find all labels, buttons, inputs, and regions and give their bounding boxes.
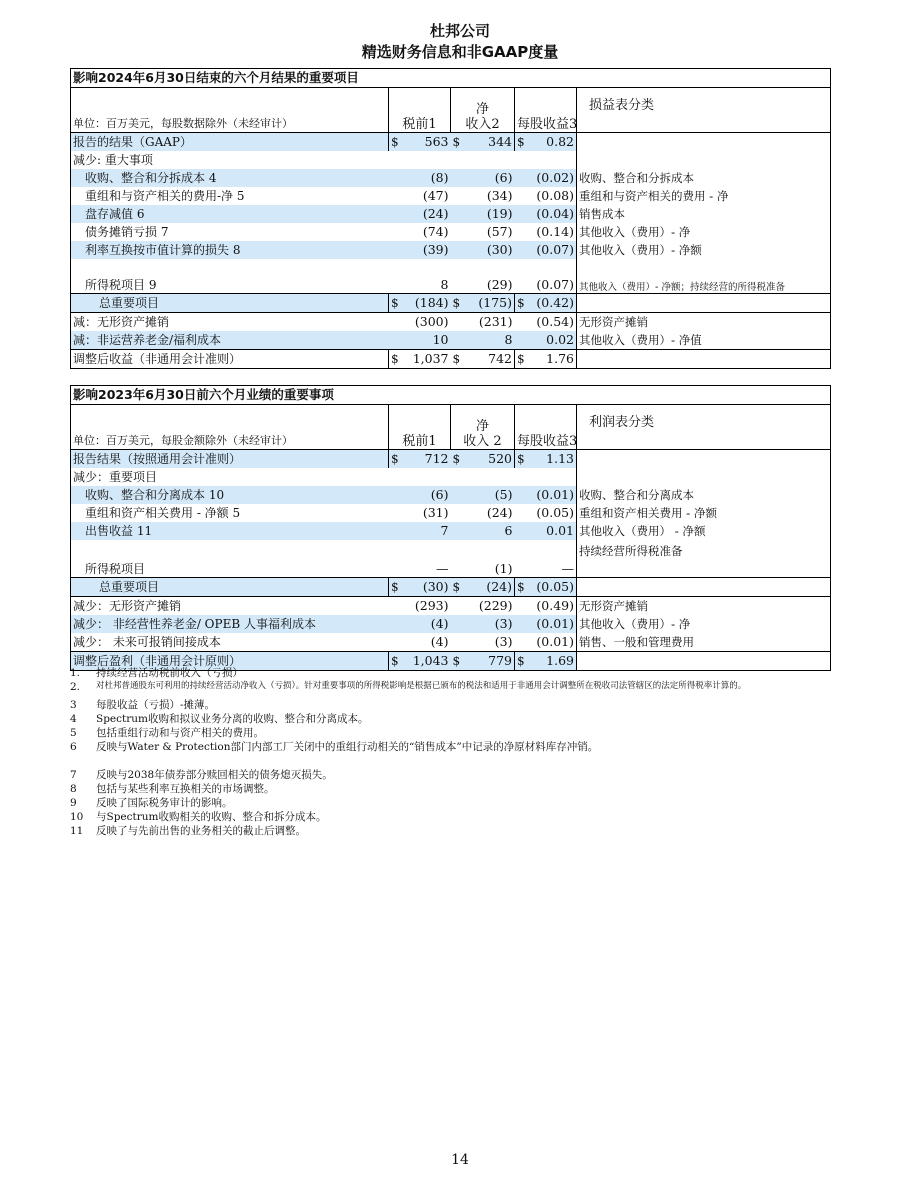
col-header-category: 损益表分类: [577, 88, 831, 133]
pretax-value: —: [403, 540, 451, 578]
category-text: 其他收入（费用）- 净额；持续经营的所得税准备: [577, 259, 831, 294]
row-label: 减：非运营养老金/福利成本: [71, 331, 389, 350]
eps-value: (0.08): [529, 187, 577, 205]
pretax-value: 7: [403, 522, 451, 540]
footnote: 3 每股收益（亏损）-摊薄。: [70, 699, 216, 711]
category-text: 无形资产摊销: [577, 597, 831, 616]
col-header-net: 净 收入2: [451, 88, 515, 133]
category-text: 其他收入（费用）- 净额: [577, 241, 831, 259]
net-value: (1): [465, 540, 515, 578]
net-value: (24): [465, 504, 515, 522]
net-value: 6: [465, 522, 515, 540]
net-value: (175): [465, 294, 515, 313]
eps-value: (0.42): [529, 294, 577, 313]
pretax-value: 8: [403, 259, 451, 294]
unit-label: 单位：百万美元，每股金额除外（未经审计）: [71, 405, 389, 450]
category-text: 重组和资产相关费用 - 净额: [577, 504, 831, 522]
row-label: 所得税项目: [71, 540, 389, 578]
category-text: 无形资产摊销: [577, 313, 831, 332]
dollar-sign: $: [389, 294, 403, 313]
col-header-category: 利润表分类: [577, 405, 831, 450]
net-value: 779: [465, 652, 515, 671]
dollar-sign: $: [515, 133, 529, 152]
row-label: 报告的结果（GAAP）: [71, 133, 389, 152]
col-header-net: 净 收入 2: [451, 405, 515, 450]
category-text: 收购、整合和分拆成本: [577, 169, 831, 187]
pretax-value: (184): [403, 294, 451, 313]
eps-value: 0.82: [529, 133, 577, 152]
row-label: 调整后收益（非通用会计准则）: [71, 350, 389, 369]
eps-value: 1.69: [529, 652, 577, 671]
footnote: 10 与Spectrum收购相关的收购、整合和拆分成本。: [70, 811, 327, 823]
pretax-value: (39): [403, 241, 451, 259]
net-value: (34): [465, 187, 515, 205]
col-header-eps: 每股收益3: [515, 405, 577, 450]
net-value: (30): [465, 241, 515, 259]
net-value: (24): [465, 578, 515, 597]
company-title: 杜邦公司: [429, 22, 490, 40]
eps-value: (0.07): [529, 241, 577, 259]
row-label: 减少：无形资产摊销: [71, 597, 389, 616]
row-label: 出售收益 11: [71, 522, 389, 540]
pretax-value: 1,037: [403, 350, 451, 369]
category-text: 销售、一般和管理费用: [577, 633, 831, 652]
eps-value: (0.14): [529, 223, 577, 241]
net-value: 742: [465, 350, 515, 369]
dollar-sign: $: [451, 294, 465, 313]
row-label: 所得税项目 9: [71, 259, 389, 294]
report-subtitle: 精选财务信息和非GAAP度量: [361, 43, 559, 61]
row-label: 减少：重要项目: [71, 468, 389, 486]
row-label: 减：无形资产摊销: [71, 313, 389, 332]
footnote: 6 反映与Water & Protection部门内部工厂关闭中的重组行动相关的“销售成本”中记录的净原材料库存冲销。: [70, 741, 599, 753]
dollar-sign: $: [515, 652, 529, 671]
category-text: 其他收入（费用）- 净: [577, 615, 831, 633]
row-label: 重组和与资产相关的费用-净 5: [71, 187, 389, 205]
pretax-value: (47): [403, 187, 451, 205]
dollar-sign: $: [451, 350, 465, 369]
footnote: 11 反映了与先前出售的业务相关的截止后调整。: [70, 825, 306, 837]
row-label: 收购、整合和分拆成本 4: [71, 169, 389, 187]
row-label: 收购、整合和分离成本 10: [71, 486, 389, 504]
eps-value: (0.01): [529, 615, 577, 633]
pretax-value: 10: [403, 331, 451, 350]
dollar-sign: $: [451, 652, 465, 671]
pretax-value: 712: [403, 450, 451, 469]
net-value: (19): [465, 205, 515, 223]
table-2024: [70, 68, 831, 369]
eps-value: 0.01: [529, 522, 577, 540]
dollar-sign: $: [515, 578, 529, 597]
pretax-value: (30): [403, 578, 451, 597]
row-label: 报告结果（按照通用会计准则）: [71, 450, 389, 469]
eps-value: (0.04): [529, 205, 577, 223]
category-text: 收购、整合和分离成本: [577, 486, 831, 504]
dollar-sign: $: [515, 350, 529, 369]
row-label: 减少： 未来可报销间接成本: [71, 633, 389, 652]
footnote: 2. 对杜邦普通股东可利用的持续经营活动净收入（亏损）。针对重要事项的所得税影响是根据已颁布的税法和适用于非通用会计调整所在税收司法管辖区的法定所得税率计算的。: [70, 681, 747, 693]
eps-value: 1.13: [529, 450, 577, 469]
row-label: 减少： 非经营性养老金/ OPEB 人事福利成本: [71, 615, 389, 633]
footnote: 8 包括与某些利率互换相关的市场调整。: [70, 783, 275, 795]
eps-value: 0.02: [529, 331, 577, 350]
footnote: 7 反映与2038年债券部分赎回相关的债务熄灭损失。: [70, 769, 333, 781]
pretax-value: (8): [403, 169, 451, 187]
net-value: (3): [465, 615, 515, 633]
dollar-sign: $: [389, 578, 403, 597]
pretax-value: 1,043: [403, 652, 451, 671]
col-header-pretax: 税前1: [389, 405, 451, 450]
dollar-sign: $: [515, 450, 529, 469]
eps-value: (0.05): [529, 578, 577, 597]
table-2023: [70, 385, 831, 671]
row-label: 总重要项目: [71, 294, 389, 313]
eps-value: (0.05): [529, 504, 577, 522]
pretax-value: (300): [403, 313, 451, 332]
category-text: 持续经营所得税准备: [577, 540, 831, 578]
eps-value: (0.01): [529, 633, 577, 652]
net-value: (3): [465, 633, 515, 652]
pretax-value: (4): [403, 615, 451, 633]
footnote: 1. 持续经营活动税前收入（亏损）: [70, 667, 243, 679]
dollar-sign: $: [451, 578, 465, 597]
row-label: 盘存减值 6: [71, 205, 389, 223]
footnote: 9 反映了国际税务审计的影响。: [70, 797, 233, 809]
category-text: 销售成本: [577, 205, 831, 223]
row-label: 调整后盈利（非通用会计原则）: [71, 652, 389, 671]
dollar-sign: $: [389, 450, 403, 469]
category-text: 其他收入（费用）- 净: [577, 223, 831, 241]
section-heading: 影响2024年6月30日结束的六个月结果的重要项目: [71, 69, 831, 88]
net-value: (57): [465, 223, 515, 241]
eps-value: (0.01): [529, 486, 577, 504]
pretax-value: (4): [403, 633, 451, 652]
eps-value: 1.76: [529, 350, 577, 369]
unit-label: 单位：百万美元，每股数据除外（未经审计）: [71, 88, 389, 133]
row-label: 减少: 重大事项: [71, 151, 389, 169]
pretax-value: (74): [403, 223, 451, 241]
eps-value: (0.49): [529, 597, 577, 616]
net-value: (231): [465, 313, 515, 332]
category-text: 重组和与资产相关的费用 - 净: [577, 187, 831, 205]
net-value: 520: [465, 450, 515, 469]
eps-value: (0.54): [529, 313, 577, 332]
footnote: 5 包括重组行动和与资产相关的费用。: [70, 727, 264, 739]
net-value: 344: [465, 133, 515, 152]
dollar-sign: $: [451, 133, 465, 152]
category-text: 其他收入（费用） - 净额: [577, 522, 831, 540]
net-value: 8: [465, 331, 515, 350]
eps-value: (0.07): [529, 259, 577, 294]
footnotes: [70, 666, 830, 838]
dollar-sign: $: [389, 350, 403, 369]
row-label: 债务摊销亏损 7: [71, 223, 389, 241]
net-value: (29): [465, 259, 515, 294]
eps-value: (0.02): [529, 169, 577, 187]
dollar-sign: $: [451, 450, 465, 469]
page-number: 14: [451, 1152, 469, 1168]
row-label: 重组和资产相关费用 - 净额 5: [71, 504, 389, 522]
row-label: 总重要项目: [71, 578, 389, 597]
col-header-pretax: 税前1: [389, 88, 451, 133]
pretax-value: (24): [403, 205, 451, 223]
dollar-sign: $: [515, 294, 529, 313]
pretax-value: (31): [403, 504, 451, 522]
footnote: 4 Spectrum收购和拟议业务分离的收购、整合和分离成本。: [70, 713, 369, 725]
pretax-value: 563: [403, 133, 451, 152]
dollar-sign: $: [389, 133, 403, 152]
dollar-sign: $: [389, 652, 403, 671]
net-value: (229): [465, 597, 515, 616]
row-label: 利率互换按市值计算的损失 8: [71, 241, 389, 259]
pretax-value: (6): [403, 486, 451, 504]
net-value: (6): [465, 169, 515, 187]
eps-value: —: [529, 540, 577, 578]
category-text: [577, 133, 831, 152]
category-text: 其他收入（费用）- 净值: [577, 331, 831, 350]
col-header-eps: 每股收益3: [515, 88, 577, 133]
section-heading: 影响2023年6月30日前六个月业绩的重要事项: [71, 386, 831, 405]
net-value: (5): [465, 486, 515, 504]
pretax-value: (293): [403, 597, 451, 616]
